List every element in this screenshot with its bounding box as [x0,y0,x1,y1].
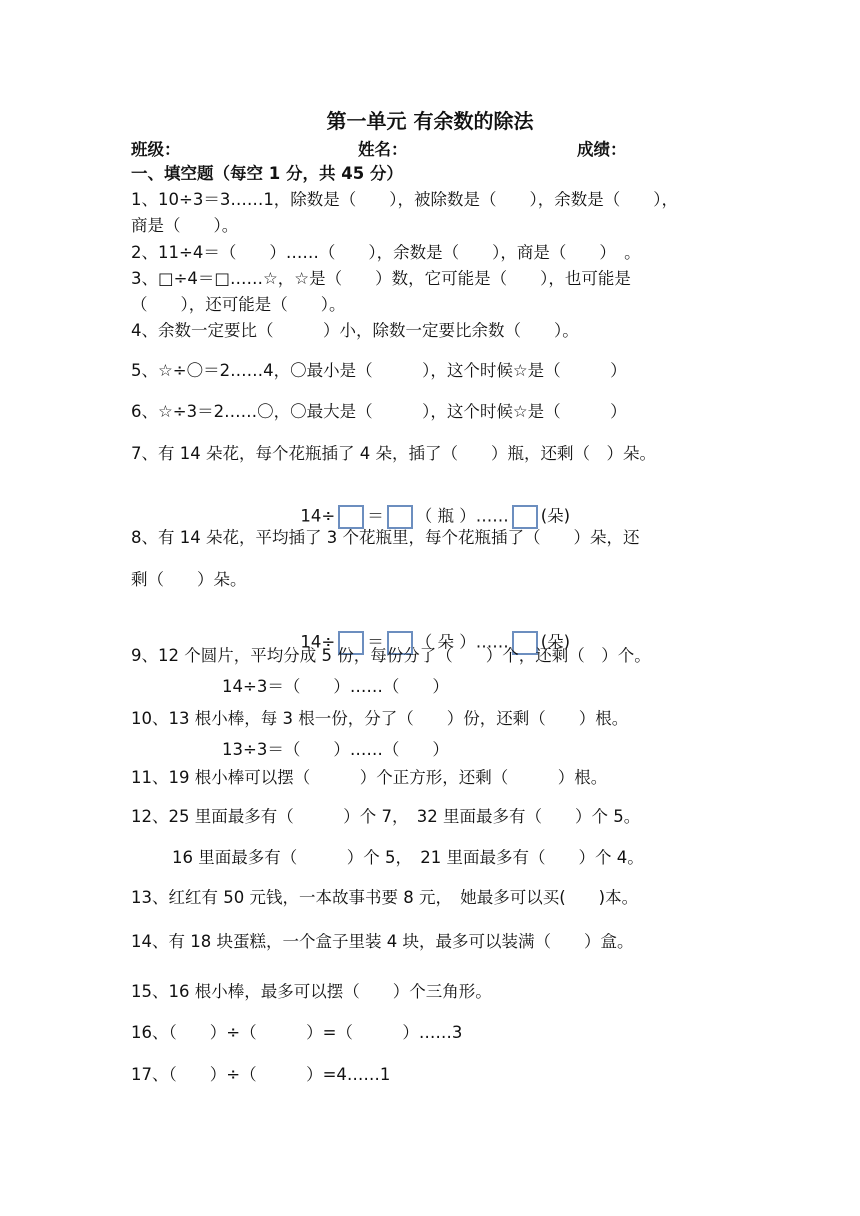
question-13: 13、红红有 50 元钱，一本故事书要 8 元， 她最多可以买( )本。 [131,888,639,907]
question-3-line-1: 3、□÷4＝□……☆，☆是（ ）数，它可能是（ ），也可能是 [131,269,631,288]
question-10-equation: 13÷3＝（ ）……（ ） [222,740,449,759]
question-5: 5、☆÷〇＝2……4，〇最小是（ ），这个时候☆是（ ） [131,361,627,380]
class-label: 班级： [131,140,181,159]
section-title: 一、填空题（每空 1 分，共 45 分） [131,164,403,183]
unit-flowers: （ 朵 ）…… [415,632,509,652]
score-label: 成绩： [577,140,627,159]
question-4: 4、余数一定要比（ ）小，除数一定要比余数（ ）。 [131,321,579,340]
question-17: 17、（ ）÷（ ）=4……1 [131,1065,391,1084]
unit-vases: （ 瓶 ）…… [415,506,509,526]
question-12-line-2: 16 里面最多有（ ）个 5， 21 里面最多有（ ）个 4。 [172,848,644,867]
question-12-line-1: 12、25 里面最多有（ ）个 7， 32 里面最多有（ ）个 5。 [131,807,641,826]
question-9: 9、12 个圆片，平均分成 5 份，每份分了（ ）个，还剩（ ）个。 [131,646,651,665]
question-9-equation: 14÷3＝（ ）……（ ） [222,677,449,696]
question-8-line-1: 8、有 14 朵花，平均插了 3 个花瓶里，每个花瓶插了（ ）朵，还 [131,528,640,547]
name-label: 姓名： [358,140,408,159]
question-10: 10、13 根小棒，每 3 根一份，分了（ ）份，还剩（ ）根。 [131,709,629,728]
question-16: 16、（ ）÷（ ）=（ ）……3 [131,1023,463,1042]
question-7: 7、有 14 朵花，每个花瓶插了 4 朵，插了（ ）瓶，还剩（ ）朵。 [131,444,656,463]
question-15: 15、16 根小棒，最多可以摆（ ）个三角形。 [131,982,492,1001]
question-11: 11、19 根小棒可以摆（ ）个正方形，还剩（ ）根。 [131,768,608,787]
equation-start: 14÷ [300,506,336,526]
unit-flowers: (朵) [540,506,571,526]
answer-box[interactable] [512,505,538,529]
question-3-line-2: （ ），还可能是（ ）。 [131,295,346,314]
answer-box[interactable] [338,505,364,529]
question-6: 6、☆÷3＝2……〇，〇最大是（ ），这个时候☆是（ ） [131,402,627,421]
equation-start: 14÷ [300,632,336,652]
question-2: 2、11÷4＝（ ）……（ ），余数是（ ），商是（ ） 。 [131,243,641,262]
question-1-line-2: 商是（ ）。 [131,216,239,235]
equals-sign: ＝ [367,506,384,526]
unit-flowers-remaining: (朵) [540,632,571,652]
question-14: 14、有 18 块蛋糕，一个盒子里装 4 块，最多可以装满（ ）盒。 [131,932,634,951]
answer-box[interactable] [387,505,413,529]
question-8-line-2: 剩（ ）朵。 [131,570,247,589]
page-title: 第一单元 有余数的除法 [326,109,534,133]
equals-sign: ＝ [367,632,384,652]
question-1-line-1: 1、10÷3＝3……1，除数是（ ），被除数是（ ），余数是（ ）， [131,190,679,209]
question-7-equation [0,485,860,529]
